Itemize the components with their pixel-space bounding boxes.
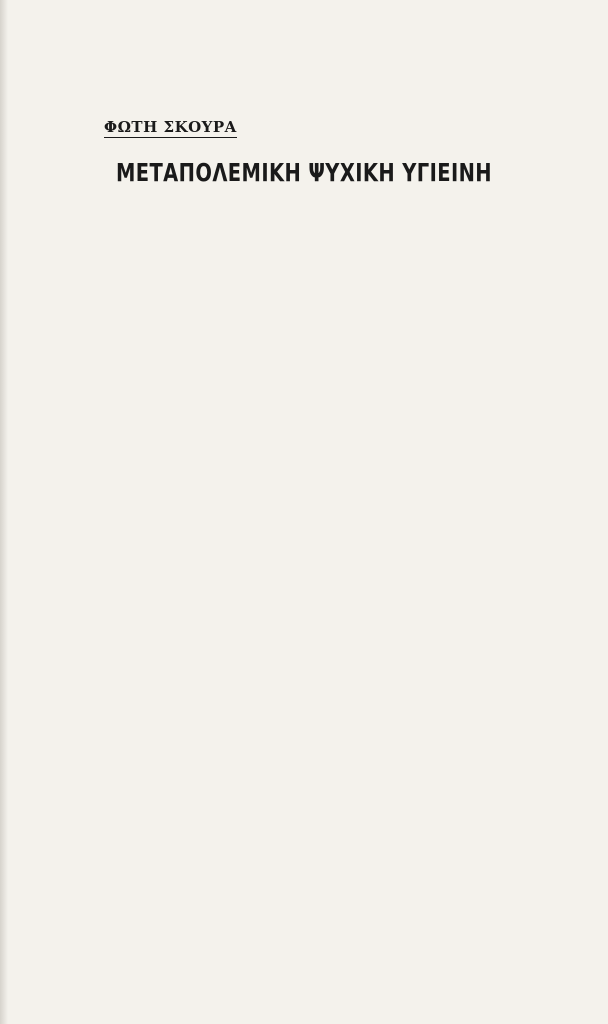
author-name: ΦΩΤΗ ΣΚΟΥΡΑ [104,118,237,136]
bleed-through-text [360,88,600,132]
scan-edge [0,0,8,1024]
article-title: ΜΕΤΑΠΟΛΕΜΙΚΗ ΨΥΧΙΚΗ ΥΓΙΕΙΝΗ [115,158,493,187]
